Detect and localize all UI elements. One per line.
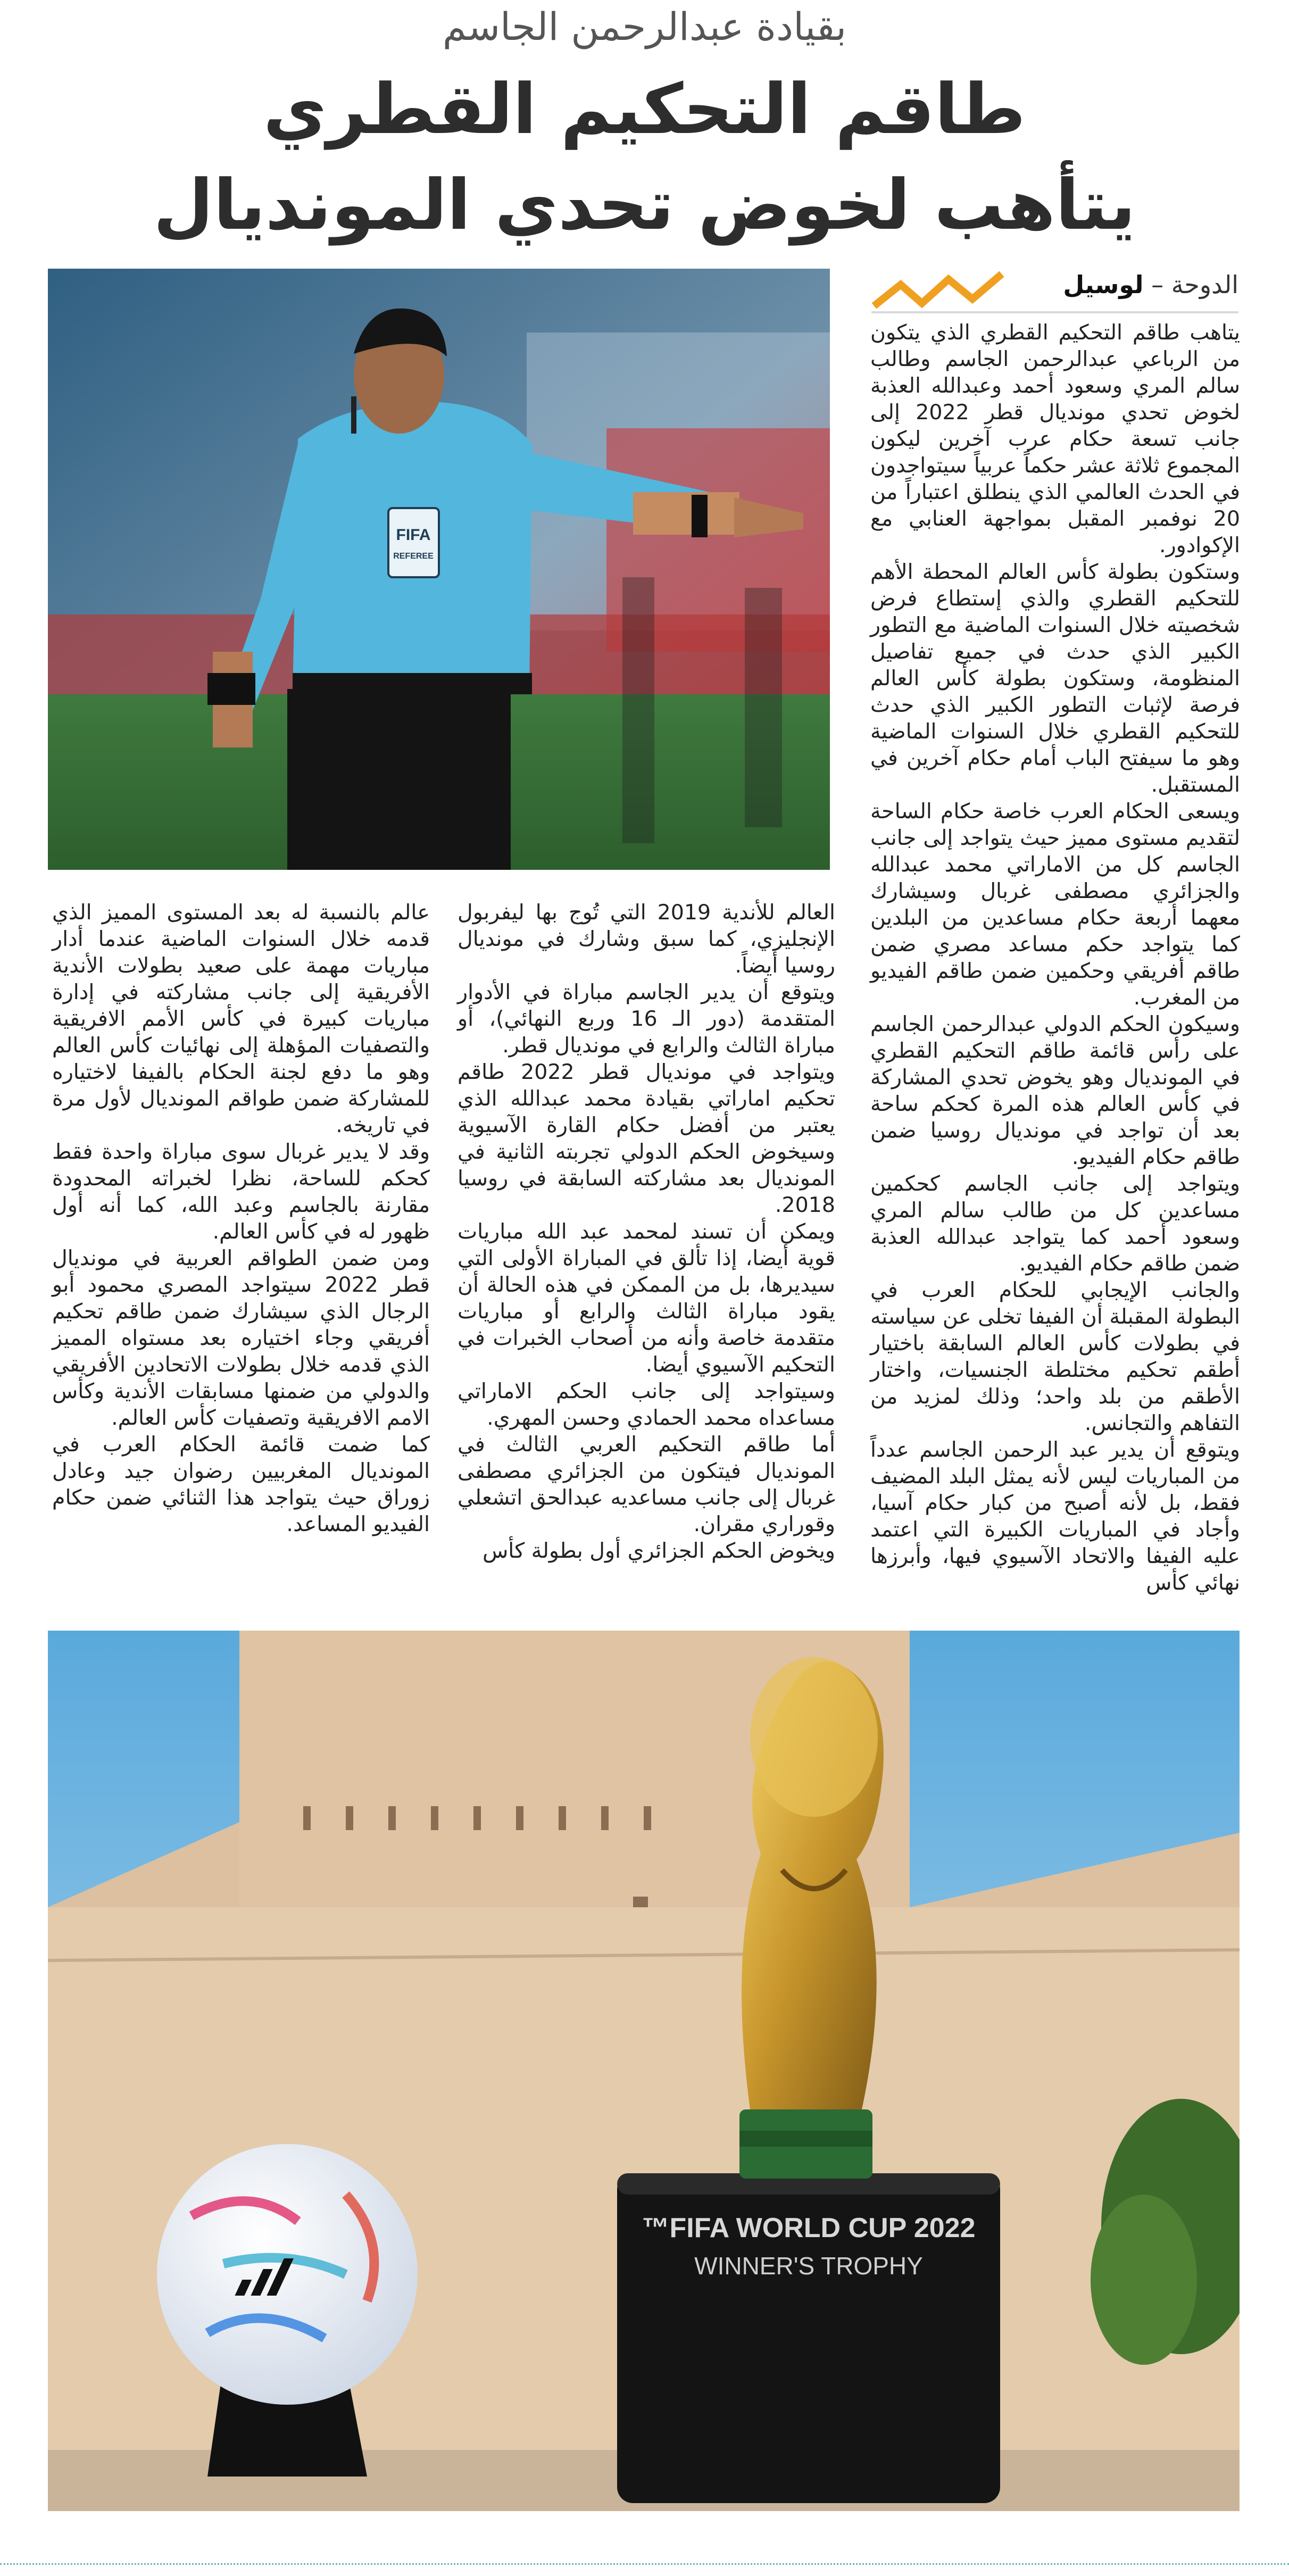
zigzag-logo-icon	[871, 266, 1004, 314]
article-column-right	[870, 319, 1240, 1617]
referee-photo	[48, 269, 830, 870]
article-column-left	[52, 899, 430, 1617]
headline-line-1: طاقم التحكيم القطري	[263, 69, 1026, 149]
paragraph: وسيكون الحكم الدولي عبدالرحمن الجاسم على رأس قائمة طاقم التحكيم القطري في المونديال وهو يخوض تحدي المشاركة في كأس العالم هذه المرة كحكم ساحة بعد أن تواجد في مونديال روسيا ضمن طاقم حكام الفيديو.	[870, 1012, 1240, 1169]
trophy-illustration	[48, 1631, 1240, 2511]
paragraph: ويخوض الحكم الجزائري أول بطولة كأس	[483, 1539, 835, 1563]
referee-badge-sublabel: REFEREE	[393, 552, 434, 561]
paragraph: عالم بالنسبة له بعد المستوى المميز الذي قدمه خلال السنوات الماضية عندما أدار مباريات مهمة على صعيد بطولات الأندية الأفريقية إلى جانب مشاركته في إدارة مباريات كبيرة في كأس الأمم الافريقية والتصفيات المؤهلة إلى نهائيات كأس العالم وهو ما دفع لجنة الحكام بالفيفا لاختياره للمشاركة ضمن طواقم المونديال لأول مرة في تاريخه.	[52, 900, 430, 1137]
dateline-text	[1063, 270, 1238, 299]
kicker: بقيادة عبدالرحمن الجاسم	[442, 4, 847, 49]
page-bottom-rule	[0, 2563, 1289, 2565]
dateline-place: الدوحة –	[1143, 270, 1238, 299]
paragraph: وسيتواجد إلى جانب الحكم الاماراتي مساعداه محمد الحمادي وحسن المهري.	[458, 1379, 835, 1430]
trophy-photo	[48, 1631, 1240, 2511]
referee-illustration	[48, 269, 830, 870]
paragraph: كما ضمت قائمة الحكام العرب في المونديال المغربيين رضوان جيد وعادل زوراق حيث يتواجد هذا الثنائي ضمن حكام الفيديو المساعد.	[52, 1432, 430, 1536]
article-column-middle	[458, 899, 835, 1617]
paragraph: وستكون بطولة كأس العالم المحطة الأهم للتحكيم القطري والذي إستطاع فرض شخصيته خلال السنوات الماضية مع التطور الكبير الذي حدث في جميع تفاصيل المنظومة، وستكون بطولة كأس العالم فرصة لإثبات التطور الكبير الذي حدث للتحكيم القطري خلال السنوات الماضية وهو ما سيفتح الباب أمام حكام آخرين في المستقبل.	[870, 560, 1240, 797]
paragraph: ويسعى الحكام العرب خاصة حكام الساحة لتقديم مستوى مميز حيث يتواجد إلى جانب الجاسم كل من الاماراتي محمد عبدالله والجزائري مصطفى غربال وسيشارك معهما أربعة حكام مساعدين من البلدين كما يتواجد حكم مساعد مصري ضمن طاقم أفريقي وحكمين ضمن طاقم الفيديو من المغرب.	[870, 799, 1240, 1010]
paragraph: ويتواجد في مونديال قطر 2022 طاقم تحكيم اماراتي بقيادة محمد عبدالله الذي يعتبر من أفضل حكام القارة الآسيوية وسيخوض الحكم الدولي تجربته الثانية في المونديال بعد مشاركته السابقة في روسيا 2018.	[458, 1060, 835, 1217]
paragraph: أما طاقم التحكيم العربي الثالث في المونديال فيتكون من الجزائري مصطفى غربال إلى جانب مساعديه عبدالحق اتشعلي وقوراري مقران.	[458, 1432, 835, 1536]
referee-badge-label: FIFA	[396, 526, 431, 544]
paragraph: والجانب الإيجابي للحكام العرب في البطولة المقبلة أن الفيفا تخلى عن سياسته في بطولات كأس العالم السابقة باختيار أطقم تحكيم مختلطة الجنسيات، واختار الأطقم من بلد واحد؛ وذلك لمزيد من التفاهم والتجانس.	[870, 1278, 1240, 1435]
paragraph: يتاهب طاقم التحكيم القطري الذي يتكون من الرباعي عبدالرحمن الجاسم وطالب سالم المري وسعود أحمد وعبدالله العذبة لخوض تحدي مونديال قطر 2022 إلى جانب تسعة حكام عرب آخرين ليكون المجموع ثلاثة عشر حكماً عربياً سيتواجدون في الحدث العالمي الذي ينطلق اعتباراً من 20 نوفمبر المقبل بمواجهة العنابي مع الإكوادور.	[870, 320, 1240, 558]
paragraph: ومن ضمن الطواقم العربية في مونديال قطر 2022 سيتواجد المصري محمود أبو الرجال الذي سيشارك ضمن طاقم تحكيم أفريقي وجاء اختياره بعد مستواه المميز الذي قدمه خلال بطولات الاتحادين الأفريقي والدولي من ضمنها مسابقات الأندية وكأس الامم الافريقية وتصفيات كأس العالم.	[52, 1246, 430, 1430]
paragraph: ويمكن أن تسند لمحمد عبد الله مباريات قوية أيضا، إذا تألق في المباراة الأولى التي سيديرها، بل من الممكن في هذه الحالة أن يقود مباراة الثالث والرابع أو مباريات متقدمة خاصة وأنه من أصحاب الخبرات في التحكيم الآسيوي أيضا.	[458, 1219, 835, 1377]
plinth-label-line-2: WINNER'S TROPHY	[694, 2252, 923, 2280]
paragraph: ويتوقع أن يدير الجاسم مباراة في الأدوار المتقدمة (دور الـ 16 وربع النهائي)، أو مباراة الثالث والرابع في مونديال قطر.	[458, 980, 835, 1058]
dateline-source: لوسيل	[1063, 270, 1144, 299]
paragraph: وقد لا يدير غربال سوى مباراة واحدة فقط كحكم للساحة، نظرا لخبراته المحدودة مقارنة بالجاسم وعبد الله، كما أنه أول ظهور له في كأس العالم.	[52, 1140, 430, 1244]
paragraph: العالم للأندية 2019 التي تُوج بها ليفربول الإنجليزي، كما سبق وشارك في مونديال روسيا أيضاً.	[458, 900, 835, 978]
headline-line-2: يتأهب لخوض تحدي المونديال	[153, 164, 1136, 245]
paragraph: ويتوقع أن يدير عبد الرحمن الجاسم عدداً من المباريات ليس لأنه يمثل البلد المضيف فقط، بل لأنه أصبح من كبار حكام آسيا، وأجاد في المباريات الكبيرة التي اعتمد عليه الفيفا والاتحاد الآسيوي فيها، وأبرزها نهائي كأس	[870, 1437, 1240, 1595]
dateline	[871, 266, 1238, 317]
dateline-rule	[871, 311, 1238, 313]
plinth-label-line-1: FIFA WORLD CUP 2022™	[642, 2213, 976, 2243]
paragraph: ويتواجد إلى جانب الجاسم كحكمين مساعدين كل من طالب سالم المري وسعود أحمد كما يتواجد عبدالله العذبة ضمن طاقم حكام الفيديو.	[870, 1171, 1240, 1276]
